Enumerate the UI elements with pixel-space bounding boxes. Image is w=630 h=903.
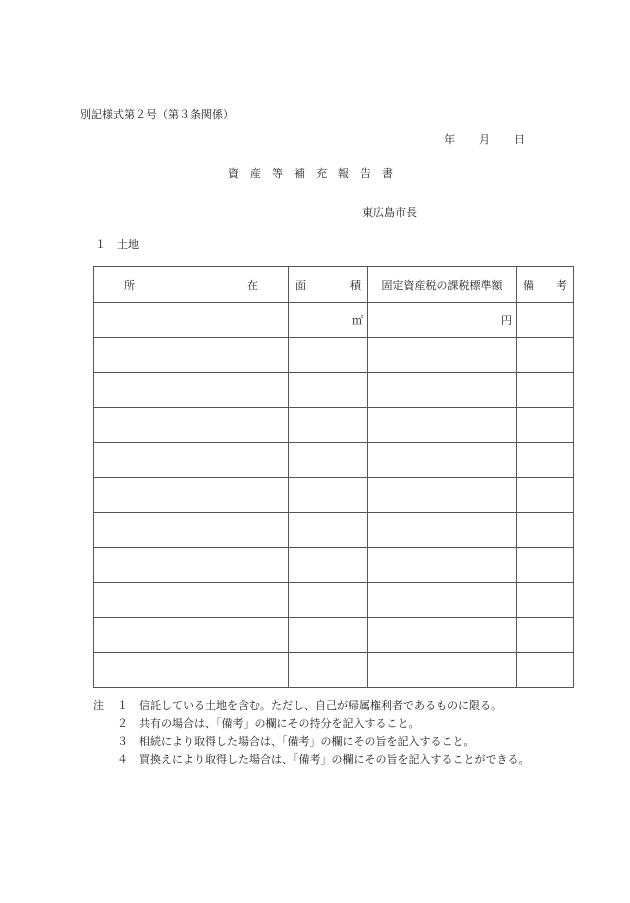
table-row: [94, 478, 574, 513]
date-line: [444, 131, 525, 147]
amount-unit: 円: [501, 314, 512, 327]
note-head: 注: [93, 699, 104, 712]
cell-remarks[interactable]: [517, 618, 574, 653]
cell-location[interactable]: [94, 303, 289, 338]
cell-tax-base[interactable]: [368, 303, 517, 338]
note-number: ２: [117, 717, 128, 730]
table-row: [94, 618, 574, 653]
note-item: [93, 715, 530, 733]
recipient: 東広島市長: [362, 206, 417, 219]
table-row: [94, 303, 574, 338]
cell-location[interactable]: [94, 548, 289, 583]
note-text: 信託している土地を含む。ただし、自己が帰属権利者であるものに限る。: [139, 699, 502, 712]
note-text: 相続により取得した場合は、「備考」の欄にその旨を記入すること。: [139, 735, 475, 748]
cell-tax-base[interactable]: [368, 338, 517, 373]
cell-area[interactable]: [289, 443, 368, 478]
note-number: １: [117, 699, 128, 712]
cell-remarks[interactable]: [517, 303, 574, 338]
note-head: [93, 751, 117, 769]
cell-tax-base[interactable]: [368, 443, 517, 478]
cell-area[interactable]: [289, 548, 368, 583]
table-row: [94, 338, 574, 373]
cell-area[interactable]: [289, 583, 368, 618]
cell-location[interactable]: [94, 653, 289, 688]
table-header-row: [94, 267, 574, 303]
note-item: [93, 697, 530, 715]
note-head: [93, 733, 117, 751]
table-row: [94, 408, 574, 443]
cell-location[interactable]: [94, 583, 289, 618]
column-remarks: 備 考: [517, 267, 574, 303]
cell-location[interactable]: [94, 443, 289, 478]
cell-tax-base[interactable]: [368, 478, 517, 513]
cell-area[interactable]: [289, 303, 368, 338]
cell-location[interactable]: [94, 373, 289, 408]
cell-remarks[interactable]: [517, 373, 574, 408]
date-day: 日: [514, 133, 525, 146]
cell-location[interactable]: [94, 618, 289, 653]
table-row: [94, 443, 574, 478]
cell-tax-base[interactable]: [368, 548, 517, 583]
note-item: [93, 751, 530, 769]
note-number: ３: [117, 735, 128, 748]
cell-location[interactable]: [94, 478, 289, 513]
cell-area[interactable]: [289, 373, 368, 408]
note-text: 共有の場合は、「備考」の欄にその持分を記入すること。: [139, 717, 420, 730]
cell-remarks[interactable]: [517, 478, 574, 513]
table-row: [94, 373, 574, 408]
cell-tax-base[interactable]: [368, 513, 517, 548]
section-title: １ 土地: [95, 238, 139, 251]
table-row: [94, 548, 574, 583]
cell-location[interactable]: [94, 513, 289, 548]
cell-area[interactable]: [289, 513, 368, 548]
area-unit: ㎡: [352, 314, 363, 327]
cell-area[interactable]: [289, 653, 368, 688]
note-item: [93, 733, 530, 751]
cell-tax-base[interactable]: [368, 373, 517, 408]
document-title: 資産等補充報告書: [228, 167, 404, 180]
cell-remarks[interactable]: [517, 408, 574, 443]
note-text: 買換えにより取得した場合は、「備考」の欄にその旨を記入することができる。: [139, 753, 530, 766]
cell-tax-base[interactable]: [368, 583, 517, 618]
note-head: [93, 715, 117, 733]
cell-remarks[interactable]: [517, 443, 574, 478]
date-month: 月: [479, 133, 490, 146]
cell-area[interactable]: [289, 408, 368, 443]
cell-tax-base[interactable]: [368, 408, 517, 443]
notes: [93, 697, 530, 769]
column-area: 面 積: [289, 267, 368, 303]
cell-remarks[interactable]: [517, 583, 574, 618]
cell-tax-base[interactable]: [368, 653, 517, 688]
cell-remarks[interactable]: [517, 513, 574, 548]
table-row: [94, 583, 574, 618]
cell-location[interactable]: [94, 338, 289, 373]
cell-area[interactable]: [289, 478, 368, 513]
land-table: [93, 266, 574, 688]
column-tax-base: 固定資産税の課税標準額: [368, 267, 517, 303]
table-row: [94, 513, 574, 548]
cell-area[interactable]: [289, 618, 368, 653]
column-location: 所 在: [94, 267, 289, 303]
cell-location[interactable]: [94, 408, 289, 443]
cell-area[interactable]: [289, 338, 368, 373]
cell-remarks[interactable]: [517, 338, 574, 373]
cell-remarks[interactable]: [517, 653, 574, 688]
form-label: 別記様式第２号（第３条関係）: [80, 108, 234, 121]
table-row: [94, 653, 574, 688]
cell-remarks[interactable]: [517, 548, 574, 583]
cell-tax-base[interactable]: [368, 618, 517, 653]
note-number: ４: [117, 753, 128, 766]
date-year: 年: [444, 133, 455, 146]
